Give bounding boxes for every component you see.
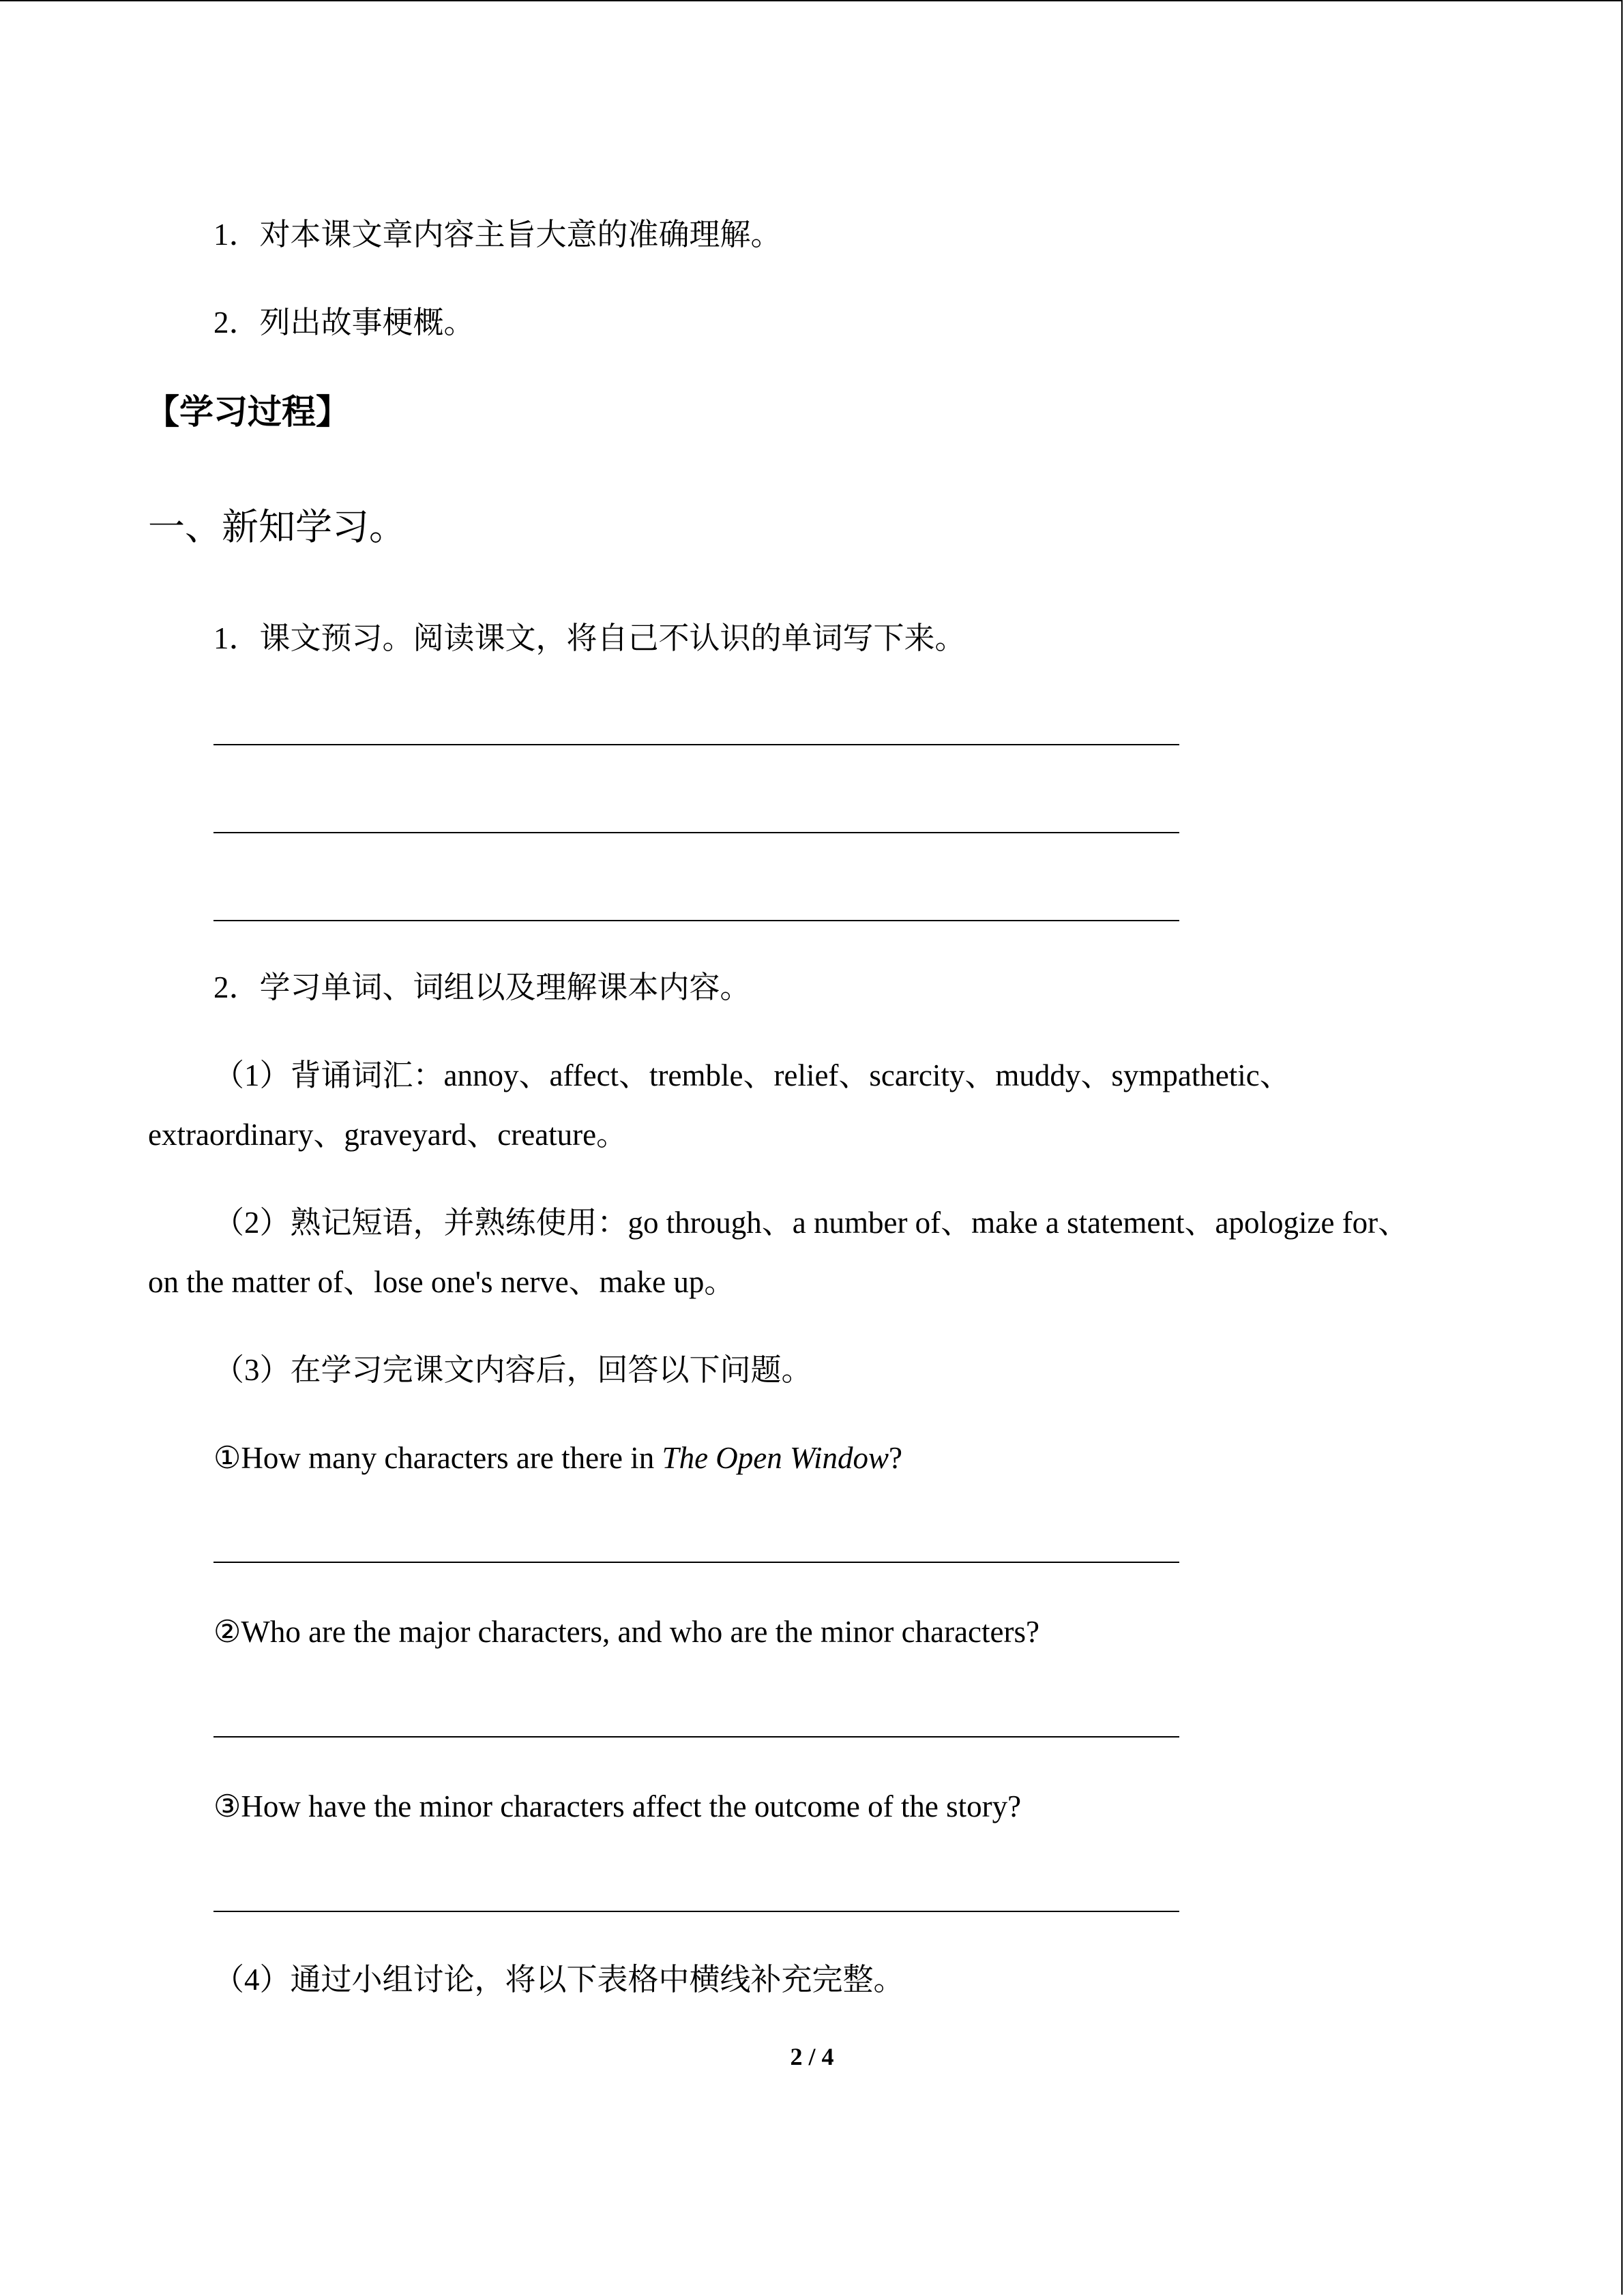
vocab-line-2: extraordinary、graveyard、creature。 (148, 1118, 628, 1152)
answer-blank-q1[interactable] (213, 1562, 1179, 1563)
section-one-title: 一、新知学习。 (148, 507, 406, 548)
preview-instruction: 1．课文预习。阅读课文，将自己不认识的单词写下来。 (213, 621, 966, 655)
objective-2: 2．列出故事梗概。 (213, 305, 475, 340)
question-1-prefix: ①How many characters are there in (213, 1441, 662, 1475)
question-1 (213, 1437, 902, 1478)
story-title: The Open Window (662, 1441, 889, 1475)
question-2: ②Who are the major characters, and who are the minor characters? (213, 1615, 1039, 1649)
answer-blank-3[interactable] (213, 920, 1179, 921)
answer-blank-q3[interactable] (213, 1911, 1179, 1912)
objective-1: 1．对本课文章内容主旨大意的准确理解。 (213, 218, 782, 252)
answer-blank-2[interactable] (213, 832, 1179, 833)
phrases-line-2: on the matter of、lose one's nerve、make up。 (148, 1265, 735, 1299)
table-intro: （4）通过小组讨论，将以下表格中横线补充完整。 (213, 1963, 904, 1997)
questions-intro: （3）在学习完课文内容后，回答以下问题。 (213, 1353, 812, 1387)
page-number: 2 / 4 (790, 2043, 834, 2070)
vocab-line-1: （1）背诵词汇：annoy、affect、tremble、relief、scarcity、muddy、sympathetic、 (213, 1058, 1290, 1092)
question-3: ③How have the minor characters affect the outcome of the story? (213, 1789, 1022, 1823)
answer-blank-q2[interactable] (213, 1736, 1179, 1738)
answer-blank-1[interactable] (213, 744, 1179, 745)
phrases-line-1: （2）熟记短语，并熟练使用：go through、a number of、make a statement、apologize for、 (213, 1206, 1409, 1240)
question-1-suffix: ? (889, 1441, 903, 1475)
study-instruction: 2．学习单词、词组以及理解课本内容。 (213, 970, 751, 1004)
process-heading: 【学习过程】 (145, 392, 350, 432)
